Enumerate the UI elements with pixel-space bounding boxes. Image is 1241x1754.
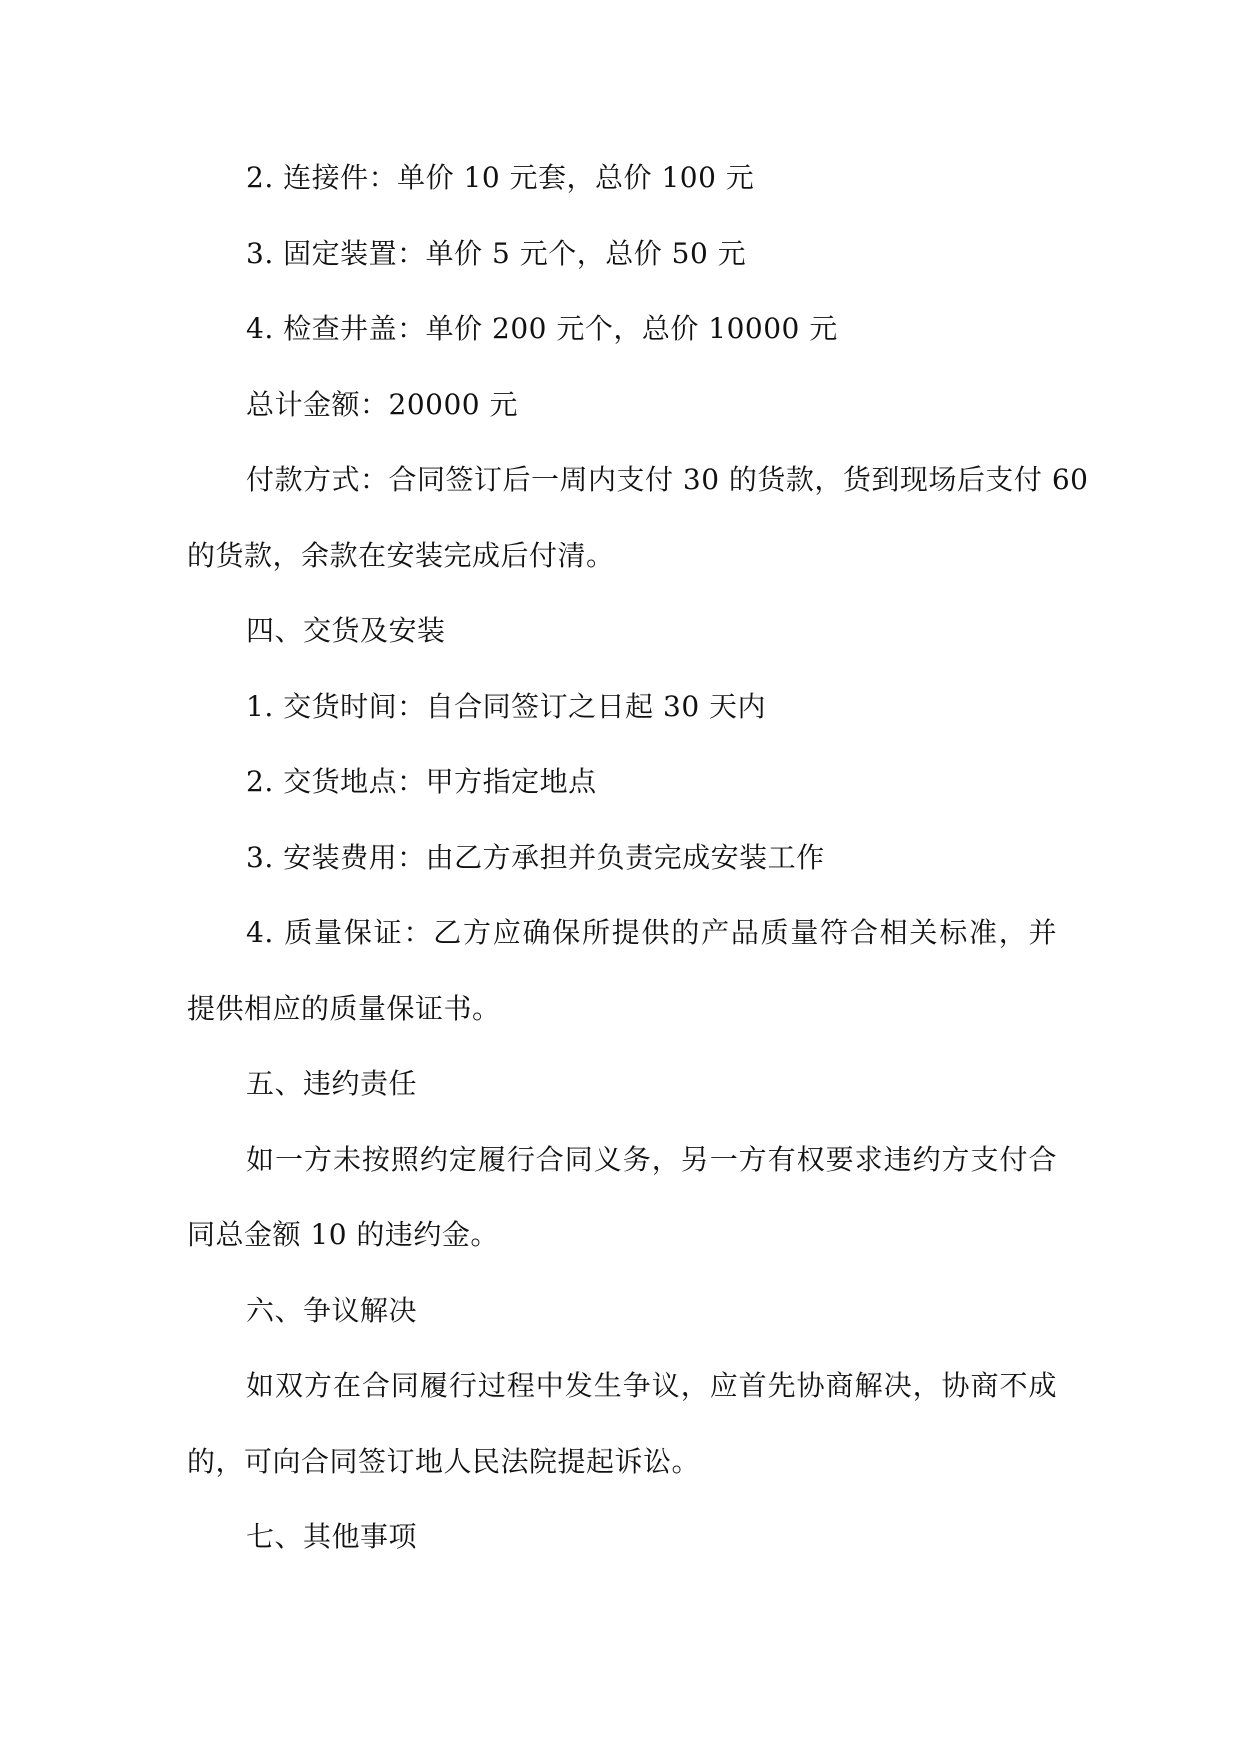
payment-terms-line-2: 的货款，余款在安装完成后付清。 (187, 538, 615, 572)
section-heading-disputes: 六、争议解决 (246, 1293, 418, 1327)
price-item-connectors: 2. 连接件：单价 10 元套，总价 100 元 (246, 161, 755, 194)
quality-guarantee-line-2: 提供相应的质量保证书。 (187, 991, 501, 1025)
total-amount: 总计金额：20000 元 (246, 387, 518, 421)
document-body (187, 140, 1089, 1575)
disputes-text-line-1: 如双方在合同履行过程中发生争议，应首先协商解决，协商不成 (246, 1369, 1057, 1402)
delivery-time: 1. 交货时间：自合同签订之日起 30 天内 (246, 689, 767, 723)
price-item-manhole-covers: 4. 检查井盖：单价 200 元个，总价 10000 元 (246, 312, 838, 345)
section-heading-other: 七、其他事项 (246, 1520, 418, 1553)
disputes-text-line-2: 的，可向合同签订地人民法院提起诉讼。 (187, 1444, 701, 1478)
liability-text-line-1: 如一方未按照约定履行合同义务，另一方有权要求违约方支付合 (246, 1142, 1057, 1176)
liability-text-line-2: 同总金额 10 的违约金。 (187, 1218, 499, 1251)
delivery-location: 2. 交货地点：甲方指定地点 (246, 765, 597, 798)
price-item-fixtures: 3. 固定装置：单价 5 元个，总价 50 元 (246, 236, 747, 270)
installation-cost: 3. 安装费用：由乙方承担并负责完成安装工作 (246, 840, 825, 874)
payment-terms-line-1: 付款方式：合同签订后一周内支付 30 的货款，货到现场后支付 60 (246, 463, 1089, 496)
section-heading-liability: 五、违约责任 (246, 1067, 418, 1100)
quality-guarantee-line-1: 4. 质量保证：乙方应确保所提供的产品质量符合相关标准，并 (246, 916, 1057, 949)
section-heading-delivery: 四、交货及安装 (246, 614, 446, 647)
